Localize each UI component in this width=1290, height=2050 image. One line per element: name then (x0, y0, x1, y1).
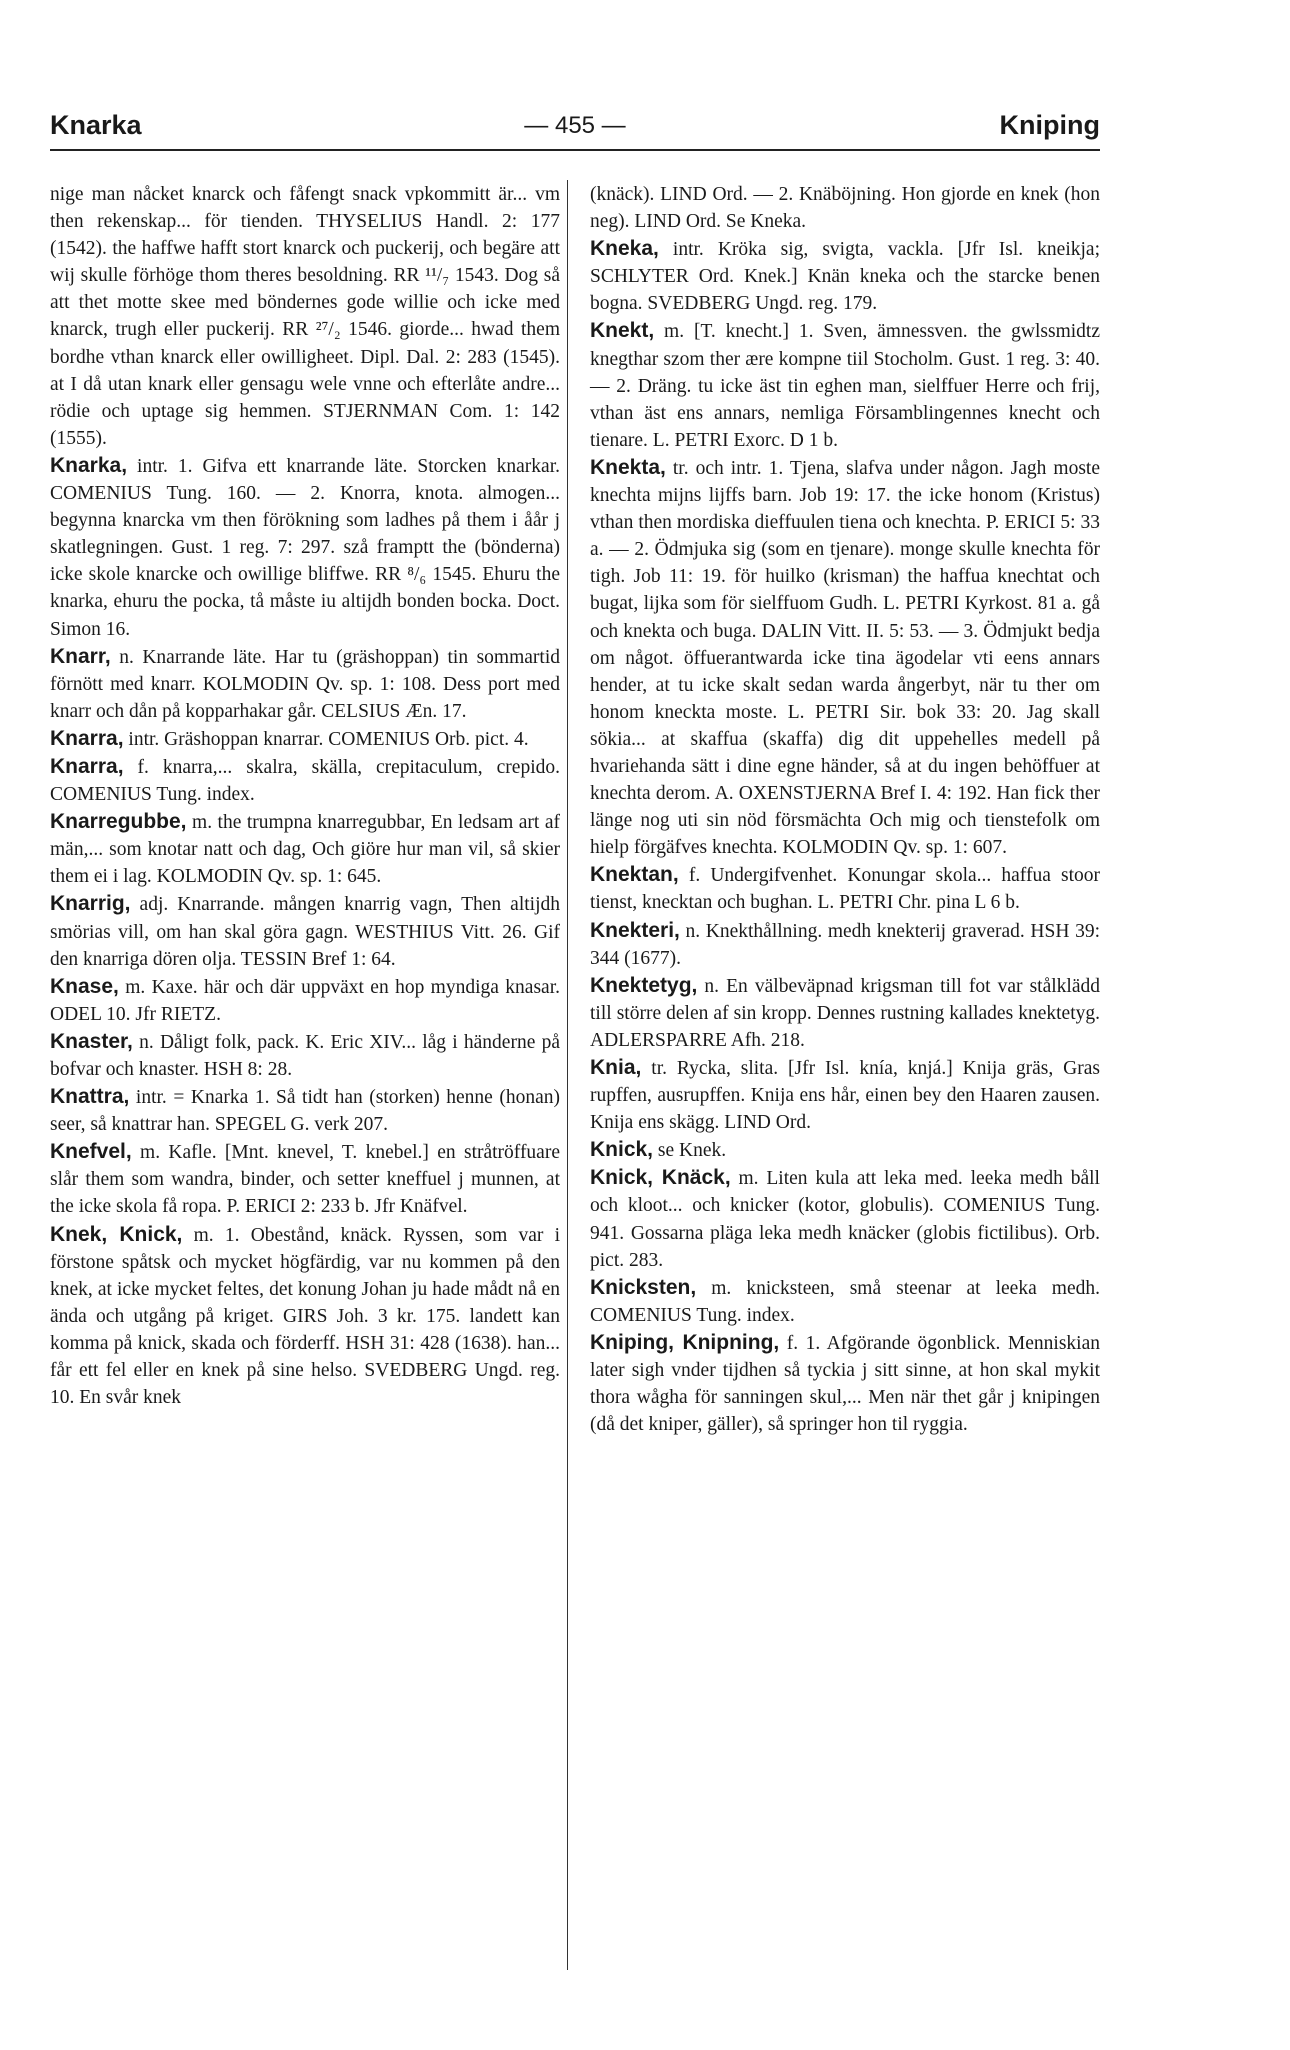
dictionary-entry (590, 454, 1100, 861)
entry-headword: Knarrig, (50, 892, 131, 916)
entry-headword: Knekt, (590, 319, 655, 343)
entry-headword: Knarra, (50, 754, 124, 778)
entry-text: tr. och intr. 1. Tjena, slafva under någon. Jagh moste knechta mijns lijffs barn. Job 19: 17. the icke honom (Kristus) vthan then mordiska dieffuulen tiena och knechta. P. ERICI 5: 33 a. — 2. Ödmjuka sig (som en tjenare). monge skulle knechta för tigh. Job 11: 19. för huilko (krisman) the haffua knechtat och bugat, lijka som för sielffuom Gudh. L. PETRI Kyrkost. 81 a. gå och knekta och buga. DALIN Vitt. II. 5: 53. — 3. Ödmjukt bedja om något. öffuerantwarda icke tina ägodelar vti eens annars hender, at tu icke skalt sedan warda ångerbyt, när tu ther om honom kneckta moste. L. PETRI Sir. bok 33: 20. Jag skall sökia... at skaffua (skaffa) dig dit uppehelles medell på hvariehanda sätt i dine egne händer, så at du ingen behöffuer at knechta derom. A. OXENSTJERNA Bref I. 4: 192. Han fick ther länge nog uti sin nöd försmächta Och mig och tienstefolk om hielp förgäfves knechta. KOLMODIN Qv. sp. 1: 607. (590, 457, 1100, 859)
entry-text: m. Kafle. [Mnt. knevel, T. knebel.] en stråtröffuare slår them som wandra, binder, och setter kneffuel j munnen, at the icke skola få ropa. P. ERICI 2: 233 b. Jfr Knäfvel. (50, 1142, 560, 1218)
entry-text: n. Knarrande läte. Har tu (gräshoppan) tin sommartid förnött med knarr. KOLMODIN Qv. sp. 1: 108. Dess port med knarr och dån på kopparhakar går. CELSIUS Æn. 17. (50, 646, 560, 722)
dictionary-entry (50, 753, 560, 808)
dictionary-entry (590, 1054, 1100, 1136)
entry-headword: Knick, Knäck, (590, 1166, 731, 1190)
entry-text: m. knicksteen, små steenar at leeka medh. COMENIUS Tung. index. (590, 1277, 1100, 1326)
entry-text: intr. = Knarka 1. Så tidt han (storken) henne (honan) seer, så knattrar han. SPEGEL G. verk 207. (50, 1087, 560, 1136)
entry-text: intr. Gräshoppan knarrar. COMENIUS Orb. pict. 4. (123, 728, 529, 750)
dictionary-entry (50, 1138, 560, 1220)
dictionary-entry (50, 1028, 560, 1083)
entry-headword: Knattra, (50, 1085, 130, 1109)
entry-text: intr. 1. Gifva ett knarrande läte. Storcken knarkar. COMENIUS Tung. 160. — 2. Knorra, knota. almogen... begynna knarcka vm then förökning som ladhes på them i åår j skatlegningen. Gust. 1 reg. 7: 297. szå framptt the (bönderna) icke skole knarcke och owillige bliffwe. RR ⁸/₆ 1545. Ehuru the knarka, ehuru the pocka, tå måste iu altijdh bonden bocka. Doct. Simon 16. (50, 455, 560, 640)
dictionary-entry (590, 317, 1100, 453)
entry-headword: Knekteri, (590, 918, 680, 942)
entry-headword: Knekta, (590, 455, 666, 479)
dictionary-entry (50, 452, 560, 643)
entry-text: se Knek. (653, 1140, 727, 1162)
entry-headword: Knektan, (590, 863, 679, 887)
dictionary-entry (590, 861, 1100, 916)
dictionary-entry (590, 917, 1100, 972)
left-running-headword: Knarka (50, 110, 142, 140)
entry-text: n. Knekthållning. medh knekterij graverad. HSH 39: 344 (1677). (590, 920, 1100, 969)
entry-headword: Knaster, (50, 1029, 133, 1053)
entry-headword: Knefvel, (50, 1140, 132, 1164)
entry-text: m. the trumpna knarregubbar, En ledsam art af män,... som knotar natt och dag, Och giöre hur man vil, så skier them ei i lag. KOLMODIN Qv. sp. 1: 645. (50, 812, 560, 888)
entry-headword: Knek, Knick, (50, 1222, 183, 1246)
entry-headword: Knektetyg, (590, 973, 698, 997)
dictionary-entry (50, 643, 560, 725)
entry-text: f. knarra,... skalra, skälla, crepitaculum, crepido. COMENIUS Tung. index. (50, 756, 560, 806)
entry-headword: Knarka, (50, 453, 128, 477)
dictionary-entry (590, 180, 1100, 235)
entry-text: nige man nåcket knarck och fåfengt snack vpkommitt är... vm then rekenskap... för tienden. THYSELIUS Handl. 2: 177 (1542). the haffwe hafft stort knarck och puckerij, och begäre att wij skulle förhöge thom theres besoldning. RR ¹¹/₇ 1543. Dog så att thet motte skee med böndernes gode willie och icke med knarck, trugh eller puckerij. RR ²⁷/₂ 1546. giorde... hwad them bordhe vthan knarck eller owilligheet. Dipl. Dal. 2: 283 (1545). at I då utan knark eller gensagu wele vnne och efterlåte andre... rödie och uptage sig hemmen. STJERNMAN Com. 1: 142 (1555). (50, 184, 560, 449)
entry-text: adj. Knarrande. mången knarrig vagn, Then altijdh smörias vill, om han skal göra gagn. WESTHIUS Vitt. 26. Gif den knarriga dören olja. TESSIN Bref 1: 64. (50, 894, 560, 970)
dictionary-entry (50, 973, 560, 1028)
entry-text: tr. Rycka, slita. [Jfr Isl. knía, knjá.] Knija gräs, Gras rupffen, ausrupffen. Knija ens hår, einen bey den Haaren zausen. Knija ens skägg. LIND Ord. (590, 1058, 1100, 1134)
entry-text: f. Undergifvenhet. Konungar skola... haffua stoor tienst, knecktan och bughan. L. PETRI Chr. pina L 6 b. (590, 865, 1100, 914)
dictionary-entry (50, 808, 560, 890)
page-number: — 455 — (524, 112, 626, 139)
entry-headword: Kneka, (590, 237, 659, 261)
header-rule (50, 149, 1100, 151)
right-running-headword: Kniping (999, 110, 1100, 140)
entry-text: n. En välbeväpnad krigsman till fot var stålklädd till större delen af sin kropp. Dennes rustning kallades knektetyg. ADLERSPARRE Afh. 218. (590, 975, 1100, 1051)
entry-headword: Knarra, (50, 726, 124, 750)
dictionary-entry (50, 1083, 560, 1138)
dictionary-entry (590, 235, 1100, 317)
right-column (590, 180, 1100, 1438)
entry-headword: Kniping, Knipning, (590, 1330, 780, 1354)
dictionary-entry (590, 1164, 1100, 1273)
entry-text: f. 1. Afgörande ögonblick. Menniskian later sigh vnder tijdhen så tyckia j sitt sinne, at hon skal mykit thora wågha för sanningen skul,... Men när thet går j knipingen (då det kniper, gäller), så springer hon til ryggia. (590, 1332, 1100, 1436)
entry-headword: Knarr, (50, 644, 111, 668)
dictionary-entry (50, 180, 560, 452)
page-header (50, 110, 1100, 150)
dictionary-entry (590, 1274, 1100, 1329)
dictionary-entry (590, 1136, 1100, 1164)
entry-headword: Knase, (50, 974, 119, 998)
dictionary-entry (590, 972, 1100, 1054)
entry-text: n. Dåligt folk, pack. K. Eric XIV... låg i händerne på bofvar och knaster. HSH 8: 28. (50, 1031, 560, 1080)
entry-headword: Knarregubbe, (50, 810, 187, 834)
left-column (50, 180, 560, 1411)
entry-text: (knäck). LIND Ord. — 2. Knäböjning. Hon gjorde en knek (hon neg). LIND Ord. Se Kneka. (590, 184, 1100, 233)
dictionary-entry (50, 1221, 560, 1412)
entry-text: m. 1. Obestånd, knäck. Ryssen, som var i förstone spåtsk och mycket högfärdig, var nu kommen på den knek, at icke mycket feltes, det konung Johan ju hade mådt nå en ända och utgång på kriget. GIRS Joh. 3 kr. 175. landett kan komma på knick, skada och förderff. HSH 31: 428 (1638). han... får ett fel eller en knek på sine helso. SVEDBERG Ungd. reg. 10. En svår knek (50, 1224, 560, 1409)
entry-headword: Knicksten, (590, 1275, 697, 1299)
entry-headword: Knia, (590, 1056, 642, 1079)
entry-text: m. Liten kula att leka med. leeka medh båll och kloot... och knicker (kotor, globulis). COMENIUS Tung. 941. Gossarna pläga leka medh knäcker (globis fictilibus). Orb. pict. 283. (590, 1168, 1100, 1271)
entry-text: intr. Kröka sig, svigta, vackla. [Jfr Isl. kneikja; SCHLYTER Ord. Knek.] Knän kneka och the starcke benen bogna. SVEDBERG Ungd. reg. 179. (590, 239, 1100, 315)
column-divider (567, 180, 568, 1970)
entry-text: m. [T. knecht.] 1. Sven, ämnessven. the gwlssmidtz knegthar szom ther ære kompne tiil Stocholm. Gust. 1 reg. 3: 40. — 2. Dräng. tu icke äst tin eghen man, sielffuer Herre och frij, vthan äst ens annars, nemliga Församblingennes knecht och tienare. L. PETRI Exorc. D 1 b. (590, 321, 1100, 451)
dictionary-entry (590, 1329, 1100, 1438)
dictionary-entry (50, 890, 560, 972)
entry-text: m. Kaxe. här och där uppväxt en hop myndiga knasar. ODEL 10. Jfr RIETZ. (50, 976, 560, 1025)
dictionary-entry (50, 725, 560, 753)
entry-headword: Knick, (590, 1138, 654, 1162)
